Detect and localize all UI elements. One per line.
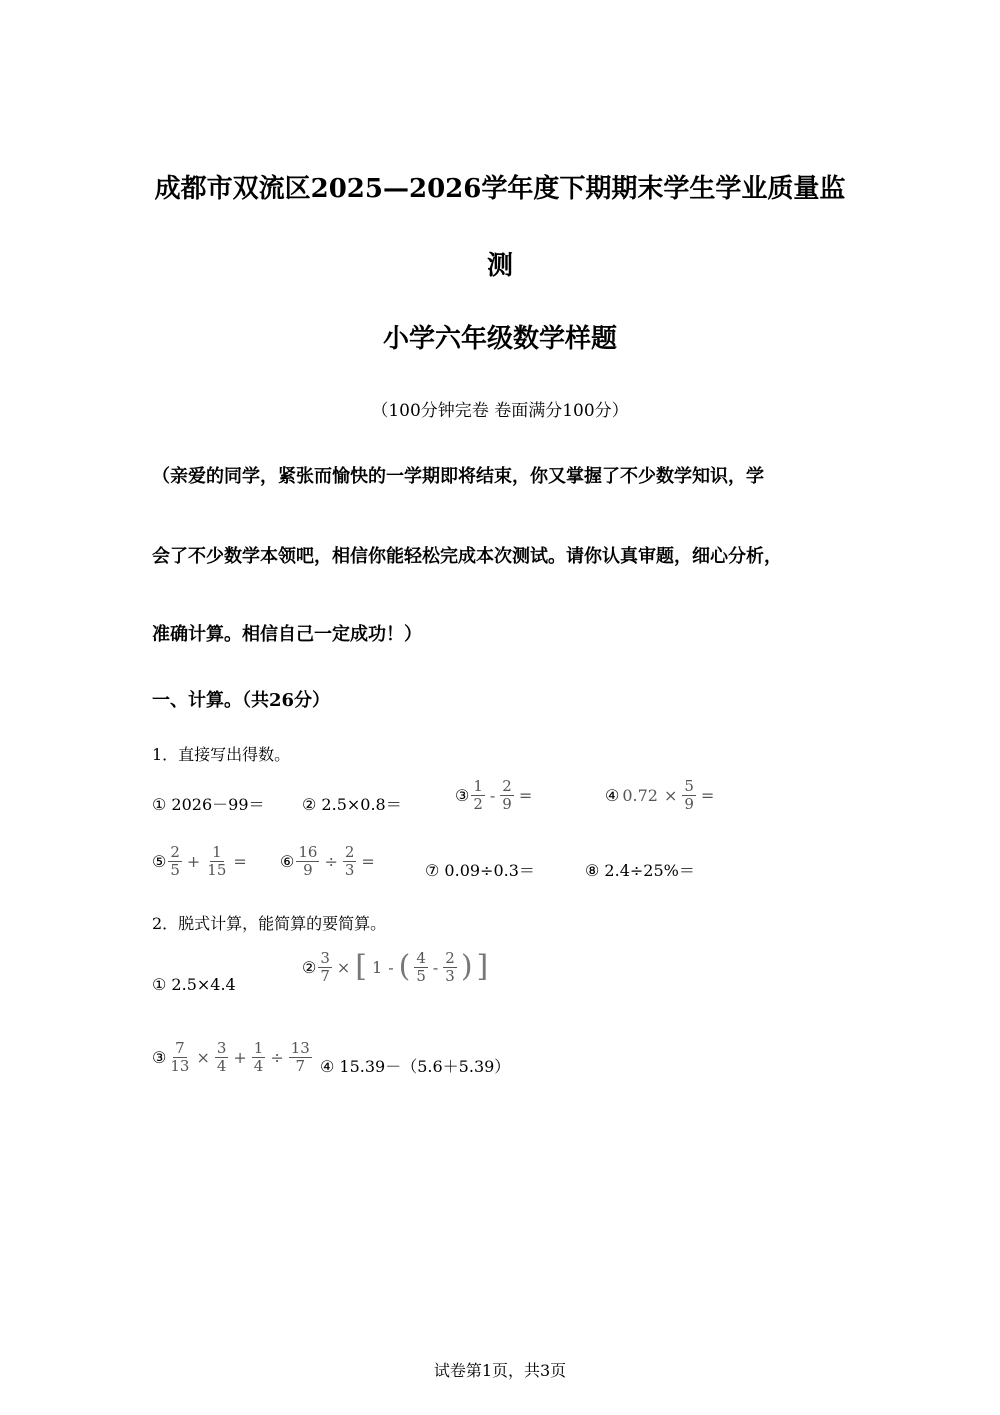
denominator: 4	[253, 1056, 264, 1075]
operator: ×	[663, 785, 678, 805]
fraction	[168, 844, 182, 878]
numerator: 16	[298, 843, 318, 861]
denominator: 9	[684, 794, 694, 813]
operator: ÷	[324, 851, 338, 871]
denominator: 5	[416, 966, 426, 985]
numerator: 1	[212, 843, 222, 861]
fraction	[471, 778, 485, 812]
circle-number: ④	[605, 785, 620, 805]
fraction	[500, 778, 514, 812]
q2-problem-4: ④ 15.39－（5.6＋5.39）	[320, 1057, 511, 1076]
fraction	[343, 844, 357, 878]
q2-label: 2．脱式计算，能简算的要简算。	[152, 914, 387, 933]
numerator: 3	[320, 949, 330, 967]
circle-number: ③	[455, 785, 470, 805]
page-footer: 试卷第1页，共3页	[433, 1361, 567, 1380]
number: 1	[372, 957, 383, 977]
fraction	[296, 844, 319, 878]
circle-number: ③	[152, 1047, 167, 1067]
time-note: （100分钟完卷 卷面满分100分）	[371, 401, 629, 421]
q1-problem-5	[152, 844, 250, 878]
denominator: 9	[502, 794, 512, 813]
fraction	[289, 1040, 312, 1074]
equals-sign: =	[361, 851, 375, 871]
operator: ×	[336, 957, 351, 977]
numerator: 3	[216, 1039, 227, 1057]
operator: ×	[196, 1047, 210, 1067]
operator: -	[432, 957, 439, 977]
denominator: 4	[216, 1056, 227, 1075]
title-line2: 测	[486, 251, 513, 281]
denominator: 15	[207, 860, 227, 879]
fraction	[443, 950, 457, 984]
denominator: 3	[344, 860, 355, 879]
operator: +	[186, 851, 201, 871]
numerator: 2	[502, 777, 512, 795]
q2-problem-2	[302, 950, 490, 984]
numerator: 1	[253, 1039, 264, 1057]
denominator: 7	[295, 1056, 306, 1075]
numerator: 2	[170, 843, 180, 861]
numerator: 1	[473, 777, 483, 795]
left-paren: (	[398, 949, 411, 984]
q2-problem-3	[152, 1040, 314, 1074]
fraction	[215, 1040, 229, 1074]
subtitle: 小学六年级数学样题	[382, 324, 617, 354]
right-paren: )	[460, 949, 473, 984]
operator: ÷	[270, 1047, 284, 1067]
denominator: 13	[170, 1056, 190, 1075]
denominator: 5	[170, 860, 180, 879]
denominator: 7	[320, 966, 330, 985]
fraction	[414, 950, 428, 984]
denominator: 9	[303, 860, 313, 879]
numerator: 4	[416, 949, 426, 967]
equals-sign: =	[700, 785, 715, 805]
circle-number: ②	[302, 957, 317, 977]
equals-sign: =	[518, 785, 533, 805]
fraction	[682, 778, 696, 812]
q1-problem-3	[455, 778, 535, 812]
circle-number: ⑥	[280, 851, 295, 871]
intro-line1: （亲爱的同学，紧张而愉快的一学期即将结束，你又掌握了不少数学知识，学	[152, 466, 764, 487]
numerator: 2	[445, 949, 455, 967]
numerator: 2	[344, 843, 355, 861]
fraction	[205, 844, 228, 878]
operator: +	[233, 1047, 247, 1067]
numerator: 13	[290, 1039, 310, 1057]
left-bracket: [	[355, 949, 368, 984]
q1-problem-1: ① 2026－99＝	[152, 795, 265, 814]
operator: -	[388, 957, 394, 977]
q2-problem-1: ① 2.5×4.4	[152, 975, 236, 994]
circle-number: ⑤	[152, 851, 167, 871]
intro-line2: 会了不少数学本领吧，相信你能轻松完成本次测试。请你认真审题，细心分析，	[152, 546, 782, 567]
number: 0.72	[622, 785, 658, 805]
numerator: 5	[684, 777, 694, 795]
operator: -	[489, 785, 496, 805]
q1-problem-6	[280, 844, 378, 878]
q1-label: 1．直接写出得数。	[152, 745, 291, 764]
q1-problem-4	[605, 778, 717, 812]
intro-line3: 准确计算。相信自己一定成功！）	[152, 624, 422, 645]
title-line1: 成都市双流区2025—2026学年度下期期末学生学业质量监	[154, 174, 846, 204]
denominator: 2	[473, 794, 483, 813]
section1-heading: 一、计算。（共26分）	[152, 690, 331, 711]
numerator: 7	[175, 1039, 185, 1057]
right-bracket: ]	[476, 949, 489, 984]
fraction	[318, 950, 332, 984]
q1-problem-8: ⑧ 2.4÷25%＝	[585, 861, 695, 880]
fraction	[252, 1040, 266, 1074]
q1-problem-7: ⑦ 0.09÷0.3＝	[425, 861, 535, 880]
equals-sign: =	[233, 851, 247, 871]
q1-problem-2: ② 2.5×0.8＝	[302, 795, 402, 814]
denominator: 3	[445, 966, 455, 985]
fraction	[168, 1040, 191, 1074]
